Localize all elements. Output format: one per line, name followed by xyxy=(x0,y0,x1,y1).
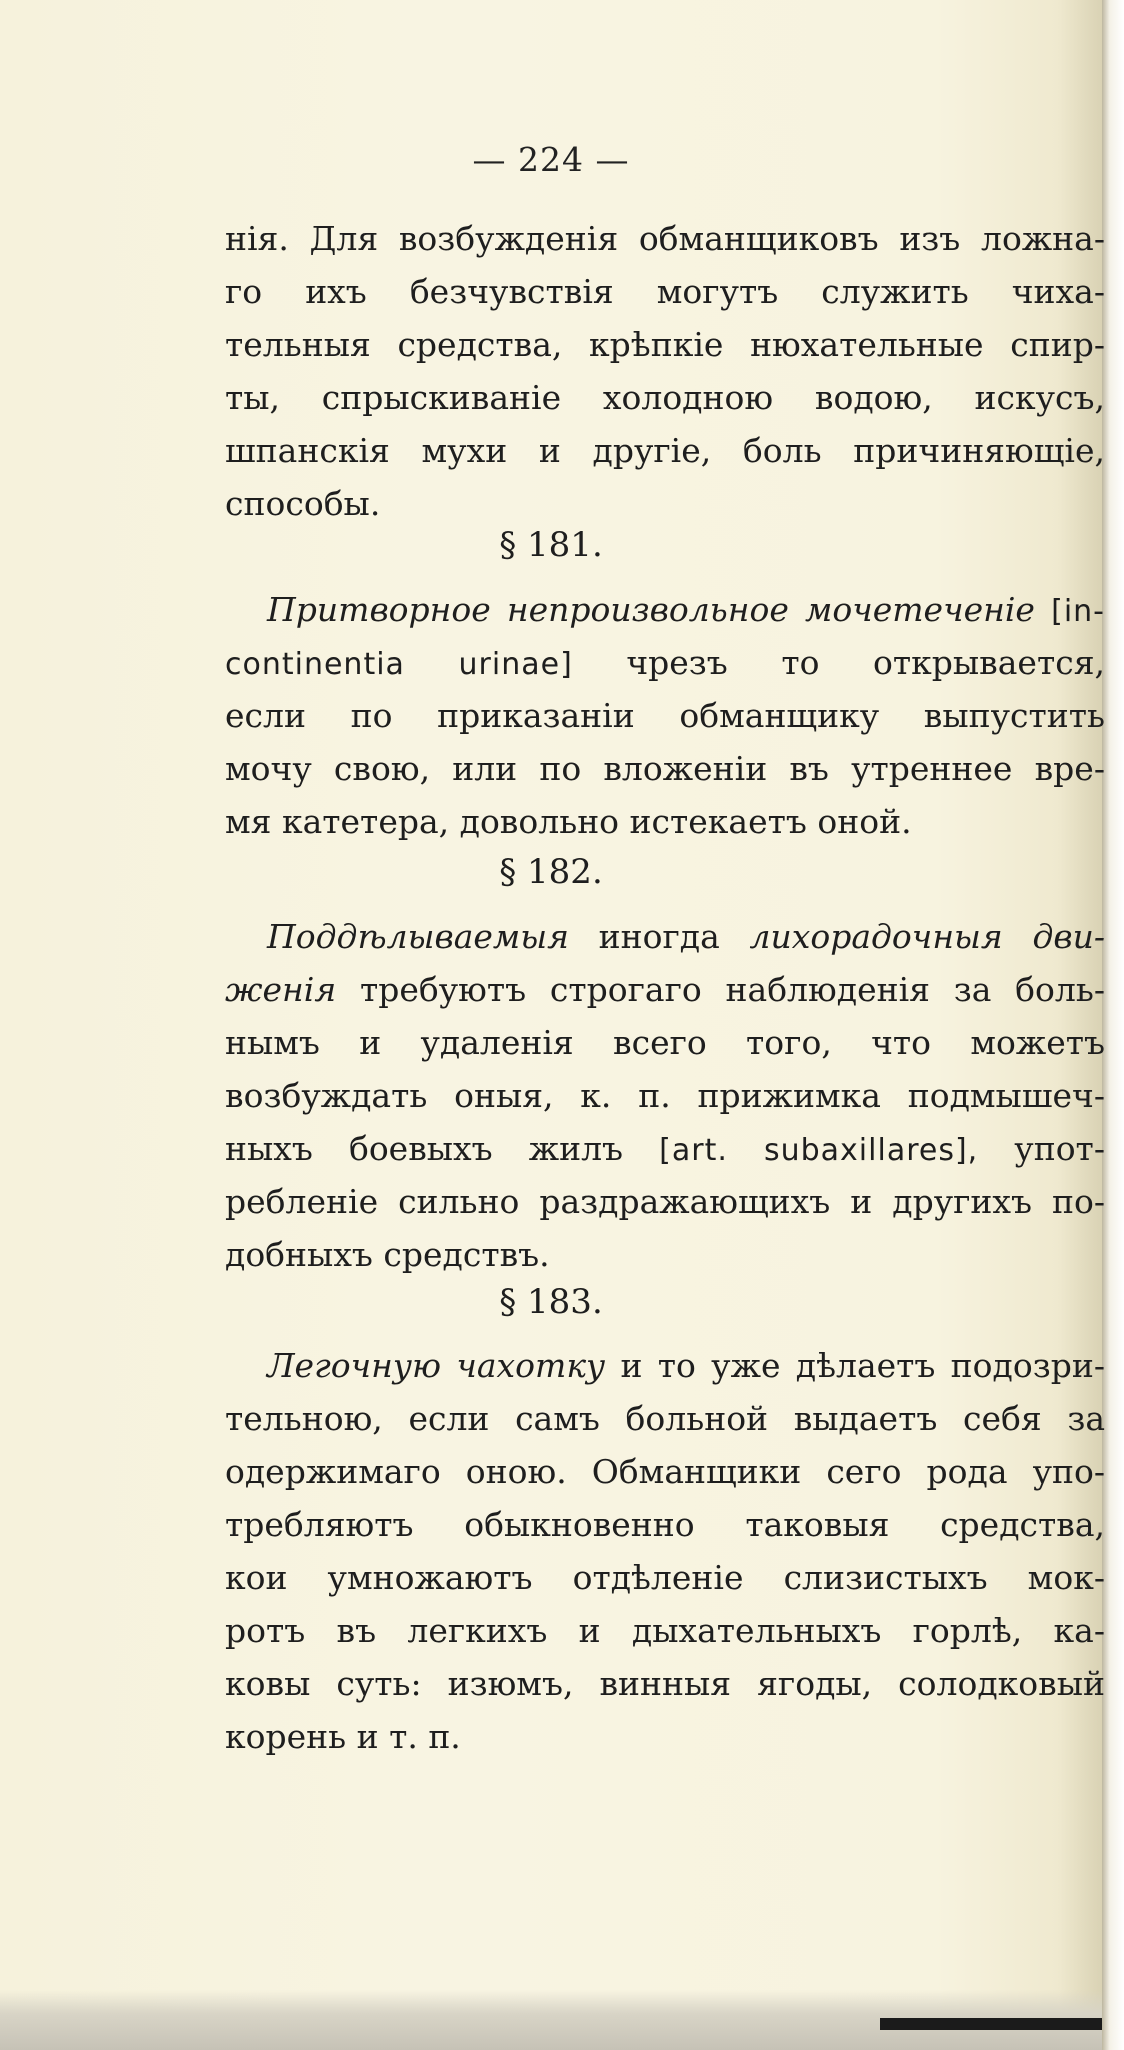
latin-term: [in- xyxy=(1034,594,1105,629)
text-line xyxy=(225,1228,1105,1281)
text-line xyxy=(225,1392,1105,1445)
page-bottom-bar xyxy=(880,2018,1102,2030)
text-run: тельною, если самъ больной выдаетъ себя за xyxy=(225,1399,1105,1438)
text-line xyxy=(225,1657,1105,1710)
text-line xyxy=(225,742,1105,795)
text-line xyxy=(225,1445,1105,1498)
text-line xyxy=(225,1551,1105,1604)
text-line xyxy=(225,583,1105,636)
text-line xyxy=(225,1122,1105,1175)
text-line xyxy=(225,910,1105,963)
text-run: мя катетера, довольно истекаетъ оной. xyxy=(225,802,912,841)
text-run: возбуждать оныя, к. п. прижимка подмышеч- xyxy=(225,1076,1105,1115)
text-run: одержимаго оною. Обманщики сего рода упо- xyxy=(225,1452,1105,1491)
text-line xyxy=(225,689,1105,742)
paragraph-180-continuation xyxy=(225,212,1105,530)
latin-term: continentia urinae] xyxy=(225,647,573,682)
section-heading-181: § 181. xyxy=(499,525,603,565)
text-run: ковы суть: изюмъ, винныя ягоды, солодковый xyxy=(225,1664,1105,1703)
text-line: шпанскія мухи и другіе, боль причиняющіе, xyxy=(225,431,1105,470)
section-181-body xyxy=(225,583,1105,848)
text-run: ныхъ боевыхъ жилъ xyxy=(225,1129,660,1168)
italic-term: женія xyxy=(225,970,337,1009)
page-number: — 224 — xyxy=(472,140,630,179)
text-line xyxy=(225,1498,1105,1551)
text-line xyxy=(225,1710,1105,1763)
text-run: корень и т. п. xyxy=(225,1717,461,1756)
text-line xyxy=(225,795,1105,848)
text-run: чрезъ то открывается, xyxy=(572,643,1106,682)
section-heading-183: § 183. xyxy=(499,1282,603,1322)
text-line xyxy=(225,1339,1105,1392)
text-run: добныхъ средствъ. xyxy=(225,1235,550,1274)
text-run: если по приказаніи обманщику выпустить xyxy=(225,696,1105,735)
text-line xyxy=(225,1016,1105,1069)
section-heading-182: § 182. xyxy=(499,852,603,892)
text-run: мочу свою, или по вложеніи въ утреннее вре- xyxy=(225,749,1105,788)
text-run: и то уже дѣлаетъ подозри- xyxy=(605,1346,1105,1385)
text-run: иногда xyxy=(568,917,750,956)
section-182-body xyxy=(225,910,1105,1281)
text-line xyxy=(225,1175,1105,1228)
latin-term: [art. subaxillares], xyxy=(659,1133,979,1168)
text-run: кои умножаютъ отдѣленіе слизистыхъ мок- xyxy=(225,1558,1105,1597)
text-run: требуютъ строгаго наблюденія за боль- xyxy=(336,970,1105,1009)
text-run: ротъ въ легкихъ и дыхательныхъ горлѣ, ка- xyxy=(225,1611,1105,1650)
text-run: ребленіе сильно раздражающихъ и другихъ по- xyxy=(225,1182,1105,1221)
text-run: нымъ и удаленія всего того, что можетъ xyxy=(225,1023,1105,1062)
text-line: ты, спрыскиваніе холодною водою, искусъ, xyxy=(225,378,1105,417)
italic-term: Поддѣлываемыя xyxy=(267,917,569,956)
page-edge xyxy=(1102,0,1124,2050)
text-line: го ихъ безчувствія могутъ служить чиха- xyxy=(225,272,1105,311)
text-line: нія. Для возбужденія обманщиковъ изъ ложна- xyxy=(225,219,1105,258)
text-run: требляютъ обыкновенно таковыя средства, xyxy=(225,1505,1105,1544)
section-183-body xyxy=(225,1339,1105,1763)
text-line xyxy=(225,963,1105,1016)
text-line: способы. xyxy=(225,484,381,523)
italic-term: Легочную чахотку xyxy=(267,1346,606,1385)
italic-term: Притворное непроизвольное мочетеченіе xyxy=(267,590,1035,629)
text-run: упот- xyxy=(978,1129,1105,1168)
text-line: тельныя средства, крѣпкіе нюхательные спир- xyxy=(225,325,1105,364)
text-line xyxy=(225,1604,1105,1657)
text-line xyxy=(225,1069,1105,1122)
text-line xyxy=(225,636,1105,689)
italic-term: лихорадочныя дви- xyxy=(749,917,1105,956)
